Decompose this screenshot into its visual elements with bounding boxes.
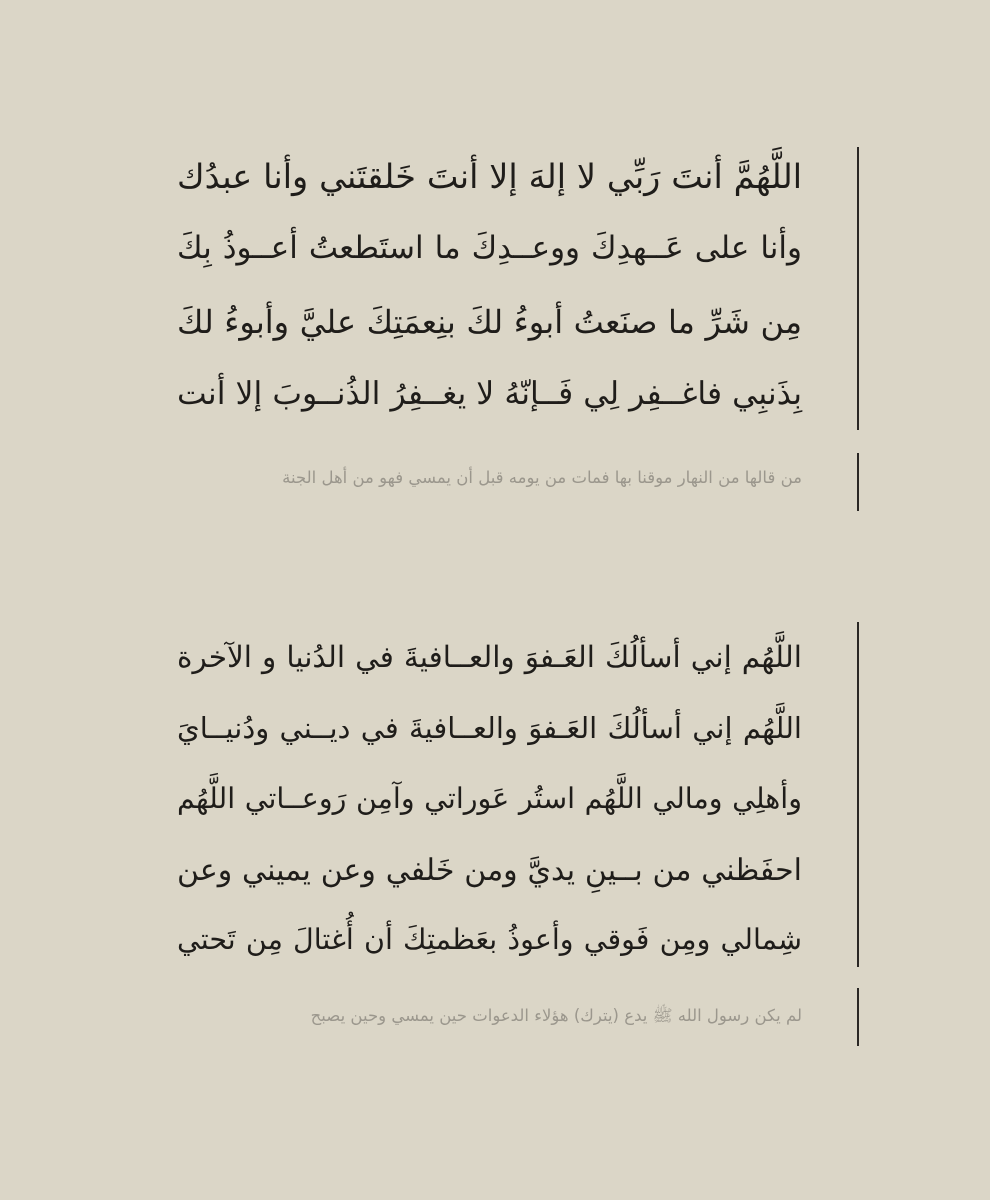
dua1-line-1: اللَّهُمَّ أنتَ رَبِّي لا إلهَ إلا أنتَ خَلقتَني وأنا عبدُك (177, 157, 802, 196)
dua1-note: من قالها من النهار موقنا بها فمات من يومه قبل أن يمسي فهو من أهل الجنة (282, 468, 802, 487)
dua1-line-3: مِن شَرِّ ما صنَعتُ أبوءُ لكَ بنِعمَتِكَ عليَّ وأبوءُ لكَ (177, 303, 802, 341)
dua2-line-1: اللَّهُم إني أسألُكَ العَـفوَ والعــافيةَ في الدُنيا و الآخرة (177, 640, 802, 674)
dua2-line-3: وأهلِي ومالي اللَّهُم استُر عَوراتي وآمِن رَوعــاتي اللَّهُم (177, 782, 802, 815)
dua2-line-4: احفَظني من بــينِ يديَّ ومن خَلفي وعن يميني وعن (177, 853, 802, 888)
dua2-line-5: شِمالي ومِن فَوقي وأعوذُ بعَظمتِكَ أن أُغتالَ مِن تَحتي (177, 923, 802, 956)
dua1-line-2: وأنا على عَــهدِكَ ووعــدِكَ ما استَطعتُ أعــوذُ بِكَ (177, 230, 802, 266)
dua1-divider-line (857, 147, 859, 430)
dua2-note: لم يكن رسول الله ﷺ يدع (يترك) هؤلاء الدعوات حين يمسي وحين يصبح (310, 1006, 802, 1025)
dua1-line-4: بِذَنبِي فاغــفِر لِي فَــإنّهُ لا يغــفِرُ الذُنــوبَ إلا أنت (177, 376, 802, 412)
dua2-line-2: اللَّهُم إني أسألُكَ العَـفوَ والعــافيةَ في ديــني ودُنيــايَ (177, 711, 802, 745)
dua2-note-divider-line (857, 988, 859, 1046)
dua2-divider-line (857, 622, 859, 967)
dua1-note-divider-line (857, 453, 859, 511)
